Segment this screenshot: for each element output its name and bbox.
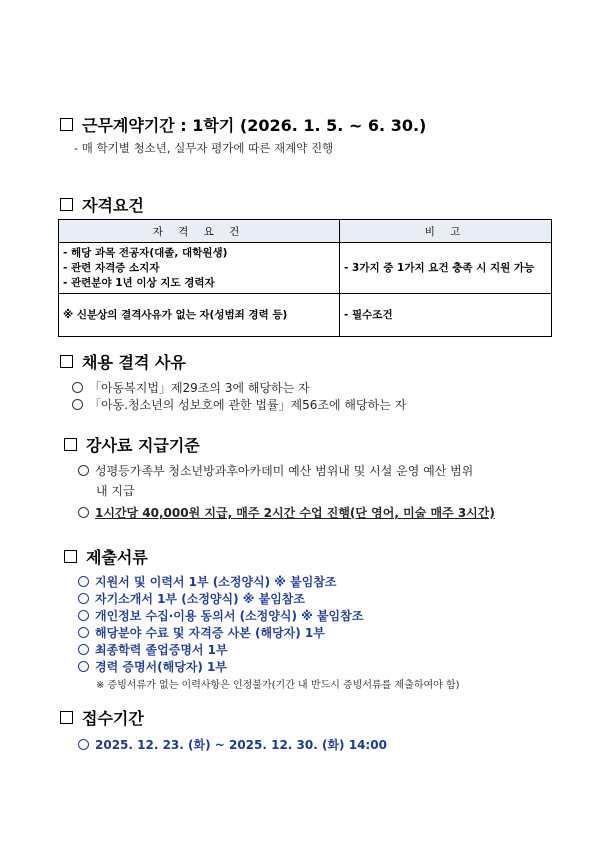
requirement-item: - 해당 과목 전공자(대졸, 대학원생) [63,246,228,259]
document-text: 경력 증명서(해당자) 1부 [95,660,228,674]
table-cell-mandatory-note: - 필수조건 [340,294,552,337]
pay-item-rate [78,504,495,521]
checkbox-square-icon [60,355,73,368]
document-item [78,590,305,607]
table-header-requirement: 자 격 요 건 [59,220,340,243]
contract-heading [60,113,426,136]
pay-heading [64,433,200,456]
contract-note: - 매 학기별 청소년, 실무자 평가에 따른 재계약 진행 [74,141,334,155]
document-text: 최종학력 졸업증명서 1부 [95,643,228,657]
period-title: 접수기간 [82,709,144,728]
disqualification-text: 「아동복지법」제29조의 3에 해당하는 자 [89,381,310,395]
period-heading [60,706,144,729]
table-cell-requirements [59,243,340,294]
pay-rate-text: 1시간당 40,000원 지급, 매주 2시간 수업 진행(단 영어, 미술 매주 3시간) [95,506,495,520]
qualifications-heading [60,193,144,216]
circle-bullet-icon [78,661,89,672]
circle-bullet-icon [72,382,83,393]
disqualification-text: 「아동.청소년의 성보호에 관한 법률」제56조에 해당하는 자 [89,398,407,412]
contract-title: 근무계약기간 : 1학기 (2026. 1. 5. ~ 6. 30.) [82,116,427,135]
period-item [78,736,387,753]
disqualification-heading [60,350,186,373]
documents-heading [64,545,148,568]
circle-bullet-icon [72,399,83,410]
pay-item-budget [78,462,473,479]
requirement-item: - 관련분야 1년 이상 지도 경력자 [63,276,215,289]
document-text: 자기소개서 1부 (소정양식) ※ 붙임참조 [95,592,305,606]
pay-title: 강사료 지급기준 [86,436,200,455]
pay-budget-line1: 성평등가족부 청소년방과후아카데미 예산 범위내 및 시설 운영 예산 범위 [95,464,474,478]
disqualification-item [72,379,310,396]
circle-bullet-icon [78,507,89,518]
circle-bullet-icon [78,576,89,587]
requirement-item: - 관련 자격증 소지자 [63,261,160,274]
checkbox-square-icon [60,711,73,724]
qualifications-title: 자격요건 [82,196,144,215]
qualifications-table [58,219,552,337]
disqualification-item [72,396,406,413]
document-text: 해당분야 수료 및 자격증 사본 (해당자) 1부 [95,626,325,640]
period-value: 2025. 12. 23. (화) ~ 2025. 12. 30. (화) 14:00 [95,738,387,752]
document-item [78,641,228,658]
table-cell-mandatory: ※ 신분상의 결격사유가 없는 자(성범죄 경력 등) [59,294,340,337]
documents-title: 제출서류 [86,548,148,567]
circle-bullet-icon [78,593,89,604]
circle-bullet-icon [78,627,89,638]
document-text: 개인정보 수집·이용 동의서 (소정양식) ※ 붙임참조 [95,609,364,623]
circle-bullet-icon [78,644,89,655]
documents-note: ※ 증빙서류가 없는 이력사항은 인정불가(기간 내 반드시 증빙서류를 제출하여야 함) [96,680,460,691]
table-header-note: 비 고 [340,220,552,243]
checkbox-square-icon [60,198,73,211]
circle-bullet-icon [78,610,89,621]
checkbox-square-icon [64,438,77,451]
document-item [78,573,337,590]
checkbox-square-icon [64,550,77,563]
pay-budget-line2: 내 지급 [96,484,135,498]
document-text: 지원서 및 이력서 1부 (소정양식) ※ 붙임참조 [95,575,337,589]
document-item [78,607,363,624]
checkbox-square-icon [60,118,73,131]
disqualification-title: 채용 결격 사유 [82,353,186,372]
circle-bullet-icon [78,739,89,750]
document-item [78,658,227,675]
circle-bullet-icon [78,465,89,476]
document-item [78,624,325,641]
table-cell-requirement-note: - 3가지 중 1가지 요건 충족 시 지원 가능 [340,243,552,294]
